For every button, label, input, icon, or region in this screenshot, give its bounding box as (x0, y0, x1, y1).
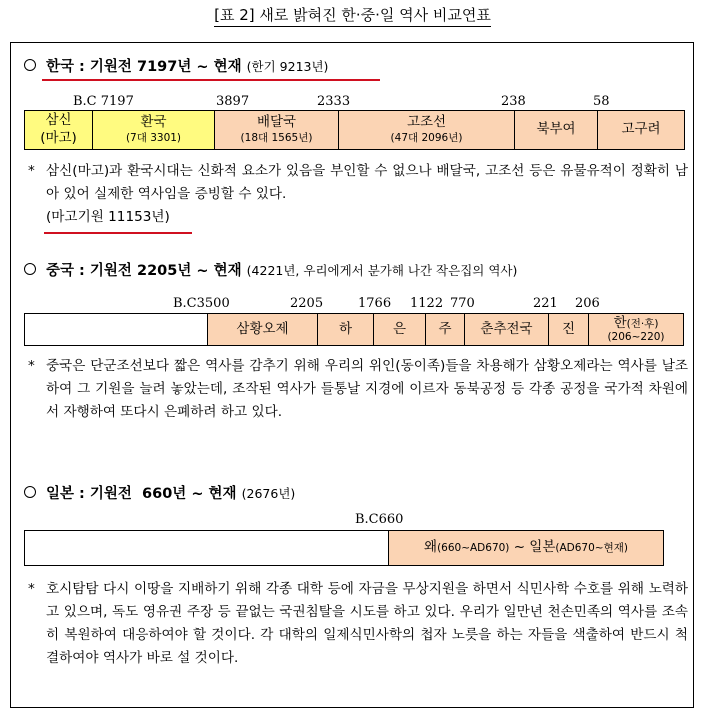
korea-note-underline (44, 232, 192, 234)
korea-period-cell (597, 110, 685, 150)
korea-header-sub: (한기 9213년) (246, 59, 329, 74)
circle-bullet-icon (24, 486, 36, 498)
korea-year-label: 2333 (317, 94, 351, 109)
circle-bullet-icon (24, 263, 36, 275)
japan-period-cell-empty (24, 530, 389, 566)
china-year-label: B.C3500 (173, 296, 230, 311)
period-name-second: ~ 일본 (509, 539, 556, 556)
china-period-cell (207, 313, 318, 346)
korea-note-text: 삼신(마고)과 환국시대는 신화적 요소가 있음을 부인할 수 없으나 배달국, 고조선 등은 유물유적이 정확히 남아 있어 실제한 역사임을 증빙할 수 있다. (46, 163, 688, 202)
japan-header-text: 일본 : 기원전 660년 ~ 현재 (46, 486, 237, 502)
period-name: 진 (561, 320, 576, 337)
circle-bullet-icon (24, 59, 36, 71)
asterisk-icon: * (28, 163, 35, 179)
china-period-cell-empty (24, 313, 208, 346)
korea-header-underline (42, 79, 380, 81)
china-period-cell (464, 313, 549, 346)
china-year-label: 221 (533, 296, 558, 311)
korea-year-label: 238 (501, 94, 526, 109)
japan-header-sub: (2676년) (241, 486, 296, 501)
china-year-label: 770 (450, 296, 475, 311)
asterisk-icon: * (28, 358, 35, 374)
korea-note-extra: (마고기원 11153년) (46, 209, 170, 225)
period-sub: (18대 1565년) (240, 131, 313, 144)
korea-period-cell (338, 110, 515, 150)
period-sub: (47대 2096년) (390, 131, 463, 144)
china-year-label: 2205 (290, 296, 324, 311)
china-period-cell (425, 313, 465, 346)
period-name: 삼신 (45, 112, 72, 129)
period-name: 왜 (424, 539, 438, 556)
china-note-text: 중국은 단군조선보다 짧은 역사를 감추기 위해 우리의 위인(동이족)들을 차용해가 삼황오제라는 역사를 날조하여 그 기원을 늘려 놓았는데, 조작된 역사가 들통날 지경에 이르자 동북공정 등 각종 공정을 국가적 차원에서 자행하여 또다시 은폐하려 하고 있다. (46, 358, 688, 420)
korea-period-cell (514, 110, 598, 150)
period-name: 삼황오제 (236, 320, 289, 337)
korea-period-cell (92, 110, 215, 150)
korea-year-label: 3897 (216, 94, 250, 109)
china-header-text: 중국 : 기원전 2205년 ~ 현재 (46, 263, 242, 279)
period-sub: (206~220) (607, 331, 665, 344)
period-name: 고조선 (406, 114, 447, 131)
period-name: 하 (338, 320, 353, 337)
period-name: 은 (392, 320, 407, 337)
korea-period-cell (214, 110, 339, 150)
china-note (28, 355, 688, 424)
period-range: (660~AD670) (437, 542, 510, 555)
asterisk-icon: * (28, 581, 35, 597)
china-period-cell (317, 313, 374, 346)
period-name: 환국 (140, 114, 167, 131)
korea-year-label: 58 (593, 94, 610, 109)
period-range: (AD670~현재) (555, 542, 628, 555)
period-name: 배달국 (256, 114, 297, 131)
korea-note (28, 160, 688, 229)
table-caption (0, 4, 705, 27)
period-name: 고구려 (621, 121, 661, 138)
japan-note-text: 호시탐탐 다시 이땅을 지배하기 위해 각종 대학 등에 자금을 무상지원을 하면서 식민사학 수호를 위해 노력하고 있으며, 독도 영유권 주장 등 끝없는 국권침탈을 시도를 하고 있다. 우리가 일만년 천손민족의 역사를 조속히 복원하여 대응하여야 할 것이다. 각 대학의 일제식민사학의 첩자 노릇을 하는 자들을 색출하여 반드시 척결하여야 역사가 바로 설 것이다. (46, 581, 688, 666)
china-period-cell (588, 313, 684, 346)
china-year-label: 1766 (358, 296, 392, 311)
china-header-sub: (4221년, 우리에게서 분가해 나간 작은집의 역사) (246, 263, 518, 278)
korea-header (24, 55, 328, 76)
japan-header (24, 482, 295, 503)
korea-period-cell (24, 110, 93, 150)
china-period-cell (373, 313, 426, 346)
china-period-cell (548, 313, 589, 346)
japan-note (28, 578, 688, 670)
china-year-label: 1122 (410, 296, 444, 311)
china-year-label: 206 (575, 296, 600, 311)
japan-year-label: B.C660 (355, 512, 404, 527)
table-caption-text: [표 2] 새로 밝혀진 한·중·일 역사 비교연표 (214, 4, 491, 27)
china-header (24, 259, 517, 280)
period-name: 춘추전국 (480, 320, 533, 337)
japan-period-cell (388, 530, 664, 566)
period-name: 한 (613, 315, 627, 332)
korea-header-text: 한국 : 기원전 7197년 ~ 현재 (46, 59, 242, 75)
period-sub: (7대 3301) (125, 131, 182, 144)
period-sub: (마고) (40, 130, 77, 146)
period-name: 주 (438, 320, 452, 337)
korea-year-label: B.C 7197 (73, 94, 134, 109)
period-name-sub: (전·후) (626, 318, 659, 331)
period-name: 북부여 (536, 121, 576, 138)
